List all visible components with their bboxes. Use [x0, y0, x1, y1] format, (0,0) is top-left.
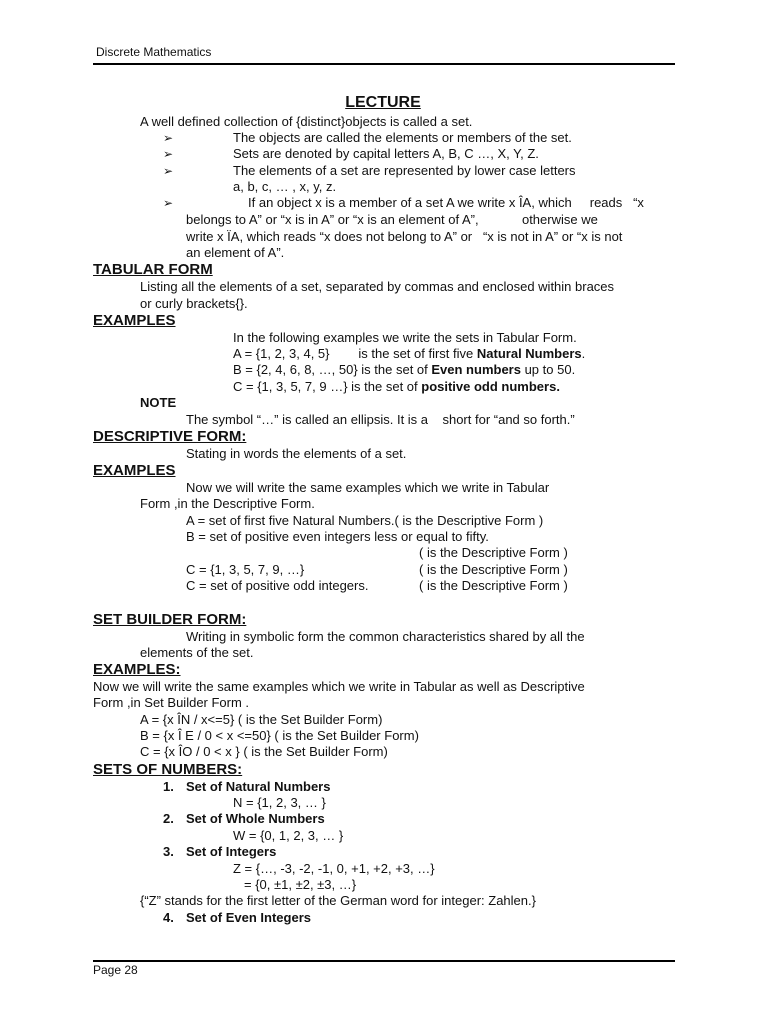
intro-text: A well defined collection of {distinct}objects is called a set.: [140, 114, 473, 129]
lecture-title: LECTURE: [345, 94, 421, 111]
section-heading-examples: EXAMPLES: [93, 462, 176, 479]
list-item-label: Set of Natural Numbers: [186, 779, 331, 794]
bullet-text: The elements of a set are represented by lower case letters: [233, 163, 576, 178]
example-a-end: .: [581, 346, 586, 361]
example-b-text: B = {2, 4, 6, 8, …, 50} is the set of: [233, 362, 432, 377]
list-number: 2.: [163, 811, 174, 826]
descriptive-example: ( is the Descriptive Form ): [419, 562, 568, 577]
example-c-text: C = {1, 3, 5, 7, 9 …} is the set of: [233, 379, 422, 394]
section-heading-set-builder: SET BUILDER FORM:: [93, 611, 247, 628]
example-c: [233, 379, 560, 395]
list-number: 1.: [163, 779, 174, 794]
descriptive-example: C = {1, 3, 5, 7, 9, …}: [186, 562, 305, 577]
bullet-text: write x ÏA, which reads “x does not belong to A” or “x is not in A” or “x is not: [186, 229, 623, 244]
list-item-value: Z = {…, -3, -2, -1, 0, +1, +2, +3, …}: [233, 861, 435, 876]
list-item-value: = {0, ±1, ±2, ±3, …}: [244, 877, 357, 892]
footer-rule: [93, 960, 675, 962]
descriptive-example: ( is the Descriptive Form ): [419, 578, 568, 593]
example-intro: In the following examples we write the sets in Tabular Form.: [233, 330, 577, 345]
list-number: 3.: [163, 844, 174, 859]
descriptive-example: Form ,in the Descriptive Form.: [140, 496, 315, 511]
tabular-text: Listing all the elements of a set, separated by commas and enclosed within braces: [140, 279, 615, 294]
list-item-label: Set of Even Integers: [186, 910, 311, 925]
list-item-value: N = {1, 2, 3, … }: [233, 795, 326, 810]
arrow-bullet-icon: ➢: [163, 131, 174, 145]
arrow-bullet-icon: ➢: [163, 196, 174, 210]
running-header: Discrete Mathematics: [96, 45, 212, 59]
bullet-text: belongs to A” or “x is in A” or “x is an element of A”, otherwise we: [186, 212, 598, 227]
descriptive-example: A = set of first five Natural Numbers.( is the Descriptive Form ): [186, 513, 544, 528]
section-heading-tabular: TABULAR FORM: [93, 261, 213, 278]
set-builder-example: A = {x ÎN / x<=5} ( is the Set Builder Form): [140, 712, 383, 727]
bullet-text: The objects are called the elements or members of the set.: [233, 130, 572, 145]
note-text: The symbol “…” is called an ellipsis. It is a short for “and so forth.”: [186, 412, 575, 427]
tabular-text: or curly brackets{}.: [140, 296, 248, 311]
page-number: Page 28: [93, 963, 138, 977]
header-rule: [93, 63, 675, 65]
descriptive-text: Stating in words the elements of a set.: [186, 446, 407, 461]
descriptive-example: C = set of positive odd integers.: [186, 578, 369, 593]
example-b-bold: Even numbers: [431, 362, 521, 377]
example-c-bold: positive odd numbers.: [421, 379, 560, 394]
list-item-value: W = {0, 1, 2, 3, … }: [233, 828, 344, 843]
example-b-end: up to 50.: [520, 362, 576, 377]
example-a-text: A = {1, 2, 3, 4, 5} is the set of first five: [233, 346, 477, 361]
bullet-text: a, b, c, … , x, y, z.: [233, 179, 337, 194]
bullet-text: If an object x is a member of a set A we write x ÎA, which reads “x: [248, 195, 644, 210]
descriptive-example: Now we will write the same examples which we write in Tabular: [186, 480, 550, 495]
list-number: 4.: [163, 910, 174, 925]
descriptive-example: ( is the Descriptive Form ): [419, 545, 568, 560]
example-a-bold: Natural Numbers: [476, 346, 582, 361]
example-b: [233, 362, 575, 378]
descriptive-example: B = set of positive even integers less or equal to fifty.: [186, 529, 489, 544]
set-builder-example: C = {x ÎO / 0 < x } ( is the Set Builder Form): [140, 744, 388, 759]
list-item-label: Set of Whole Numbers: [186, 811, 325, 826]
note-label: NOTE: [140, 395, 177, 410]
arrow-bullet-icon: ➢: [163, 164, 174, 178]
list-item-label: Set of Integers: [186, 844, 277, 859]
set-builder-example: B = {x Î E / 0 < x <=50} ( is the Set Builder Form): [140, 728, 419, 743]
section-heading-examples: EXAMPLES: [93, 312, 176, 329]
bullet-text: Sets are denoted by capital letters A, B, C …, X, Y, Z.: [233, 146, 539, 161]
example-a: [233, 346, 585, 362]
zahlen-note: {“Z” stands for the first letter of the German word for integer: Zahlen.}: [140, 893, 536, 908]
section-heading-descriptive: DESCRIPTIVE FORM:: [93, 428, 247, 445]
bullet-text: an element of A”.: [186, 245, 285, 260]
set-builder-text: elements of the set.: [140, 645, 254, 660]
section-heading-examples: EXAMPLES:: [93, 661, 181, 678]
section-heading-sets-of-numbers: SETS OF NUMBERS:: [93, 761, 243, 778]
set-builder-example: Now we will write the same examples which we write in Tabular as well as Descriptive: [93, 679, 585, 694]
arrow-bullet-icon: ➢: [163, 147, 174, 161]
set-builder-example: Form ,in Set Builder Form .: [93, 695, 250, 710]
set-builder-text: Writing in symbolic form the common characteristics shared by all the: [186, 629, 585, 644]
